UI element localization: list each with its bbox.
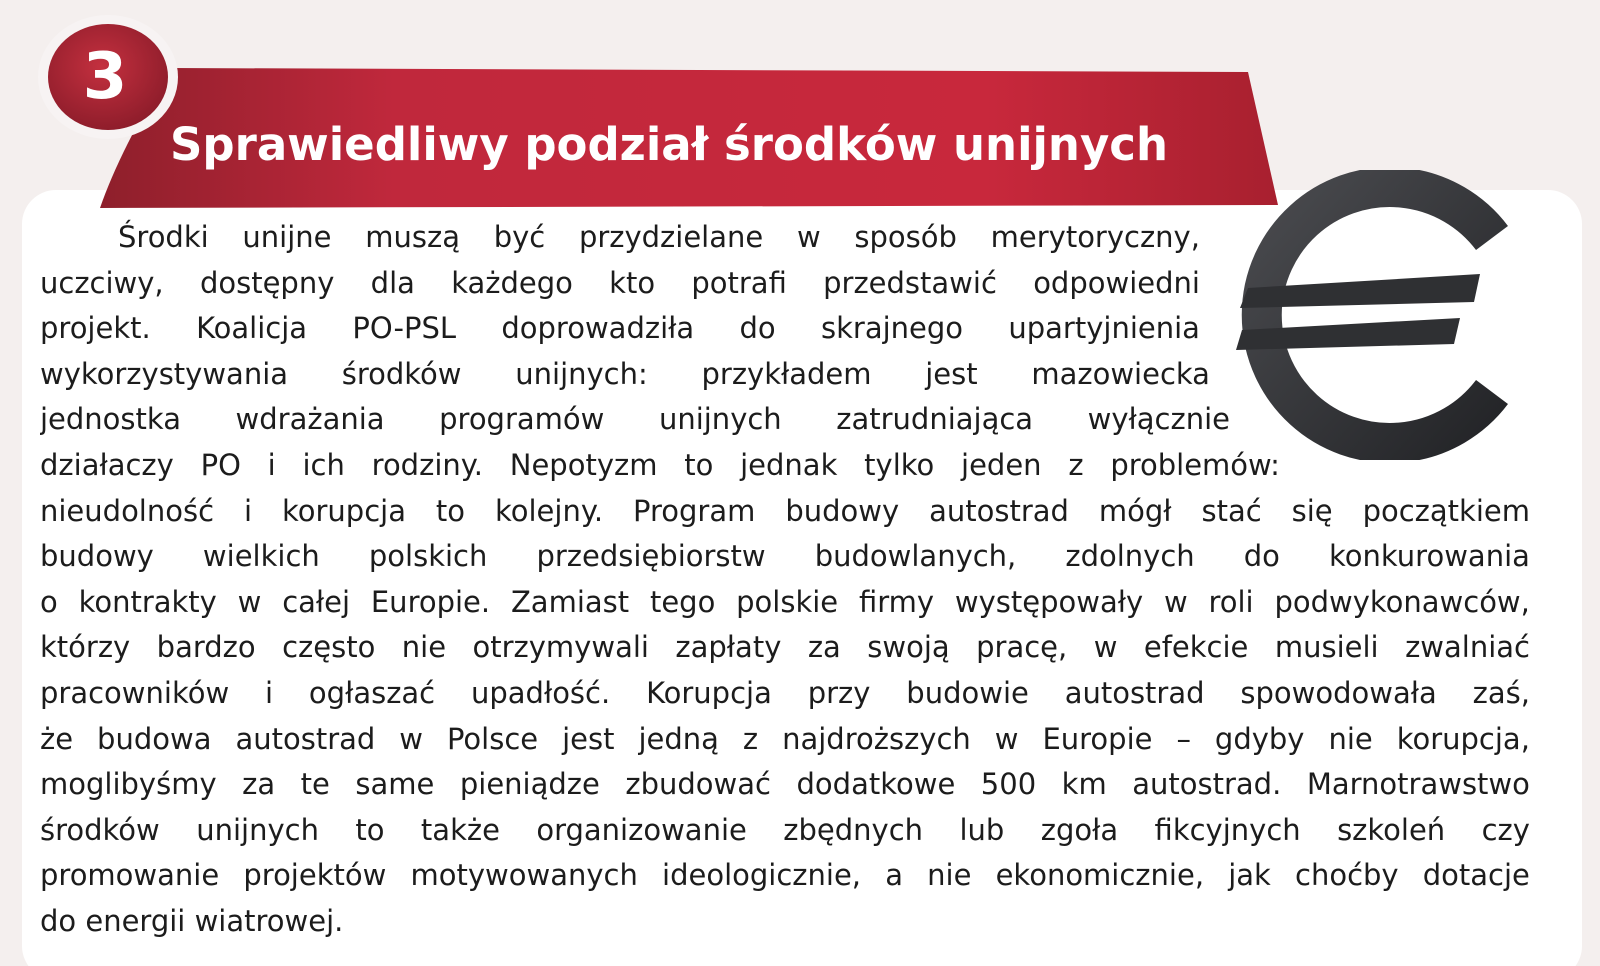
word: budowlanych,: [814, 539, 1017, 574]
word: zbędnych: [783, 812, 924, 847]
word: doprowadziła: [501, 311, 695, 346]
word: o: [40, 584, 58, 619]
word: środków: [341, 356, 462, 391]
text-line-content: [40, 808, 1530, 854]
word: muszą: [365, 220, 460, 254]
section-number: 3: [82, 40, 128, 114]
word: Marnotrawstwo: [1306, 767, 1530, 802]
word: którzy: [40, 630, 131, 665]
word: unijnych: [658, 402, 782, 437]
word: projekt.: [40, 311, 151, 346]
word: Polsce: [446, 721, 539, 756]
word: Koalicja: [196, 311, 308, 346]
text-line-content: [40, 352, 1210, 398]
word: w: [994, 721, 1019, 756]
text-line-content: [40, 853, 1530, 899]
word: to: [435, 493, 466, 528]
text-line: [40, 625, 1530, 671]
word: moglibyśmy: [40, 767, 217, 802]
word: jednak: [740, 447, 838, 482]
word: działaczy: [40, 447, 174, 482]
word: upartyjnienia: [1008, 311, 1200, 346]
text-line-content: [40, 261, 1200, 307]
word: z: [742, 721, 759, 756]
text-line: [40, 580, 1530, 626]
text-line-content: [40, 717, 1530, 763]
word: to: [355, 812, 385, 847]
word: polskie: [736, 584, 839, 619]
word: przydzielane: [578, 220, 764, 254]
word: autostrad: [929, 493, 1069, 528]
word: wdrażania: [235, 402, 385, 437]
word: ogłaszać: [308, 675, 436, 710]
word: uczciwy,: [40, 265, 164, 300]
word: każdego: [451, 265, 573, 300]
text-line-content: do energii wiatrowej.: [40, 903, 344, 938]
word: budowa: [97, 721, 212, 756]
text-line: [40, 261, 1200, 307]
word: autostrad.: [1132, 767, 1282, 802]
word: ich: [302, 447, 345, 482]
word: sposób: [854, 220, 957, 254]
word: przedstawić: [823, 265, 997, 300]
text-line: [40, 762, 1530, 808]
text-line: [40, 215, 1200, 261]
word: motywowanych: [410, 858, 638, 893]
word: pracę,: [976, 630, 1068, 665]
word: często: [282, 630, 376, 665]
word: występowały: [954, 584, 1144, 619]
text-line: [40, 671, 1530, 717]
word: tego: [649, 584, 716, 619]
word: być: [493, 220, 546, 254]
word: w: [1093, 630, 1118, 665]
text-line: [40, 397, 1230, 443]
word: swoją: [867, 630, 950, 665]
word: te: [300, 767, 330, 802]
word: roli: [1208, 584, 1254, 619]
word: 500: [980, 767, 1037, 802]
word: km: [1061, 767, 1107, 802]
word: otrzymywali: [472, 630, 649, 665]
word: i: [243, 493, 253, 528]
word: –: [1176, 721, 1191, 756]
word: budowy: [785, 493, 900, 528]
word: budowy: [40, 539, 154, 574]
word: Europie.: [370, 584, 491, 619]
text-line: [40, 352, 1210, 398]
word: dotacje: [1422, 858, 1530, 893]
word: promowanie: [40, 858, 220, 893]
word: programów: [439, 402, 605, 437]
word: nieudolność: [40, 493, 215, 528]
word: lub: [959, 812, 1005, 847]
word: korupcja: [281, 493, 406, 528]
word: dla: [370, 265, 415, 300]
word: wyłącznie: [1087, 402, 1230, 437]
word: unijnych:: [515, 356, 648, 391]
word: polskich: [368, 539, 488, 574]
word: za: [242, 767, 276, 802]
word: wykorzystywania: [40, 356, 289, 391]
word: początkiem: [1362, 493, 1530, 528]
text-line: [40, 306, 1200, 352]
word: mógł: [1098, 493, 1172, 528]
word: i: [267, 447, 276, 482]
word: zwalniać: [1405, 630, 1530, 665]
text-line: [40, 489, 1530, 535]
word: przedsiębiorstw: [536, 539, 766, 574]
word: Korupcja: [646, 675, 772, 710]
word: wielkich: [202, 539, 320, 574]
word: dodatkowe: [796, 767, 956, 802]
word: przy: [807, 675, 871, 710]
word: kolejny.: [494, 493, 604, 528]
word: budowie: [906, 675, 1029, 710]
word: Środki: [118, 220, 209, 254]
word: zapłaty: [675, 630, 782, 665]
section-title: Sprawiedliwy podział środków unijnych: [170, 118, 1168, 171]
word: czy: [1481, 812, 1530, 847]
word: bardzo: [156, 630, 256, 665]
word: potrafi: [691, 265, 787, 300]
word: Nepotyzm: [509, 447, 658, 482]
word: jest: [562, 721, 615, 756]
word: ideologicznie,: [662, 858, 862, 893]
text-line-content: [40, 397, 1230, 443]
word: za: [807, 630, 841, 665]
word: konkurowania: [1329, 539, 1530, 574]
text-line: [40, 853, 1530, 899]
word: tylko: [864, 447, 935, 482]
text-line: [40, 443, 1280, 489]
text-line-content: [40, 443, 1280, 489]
word: w: [796, 220, 821, 254]
word: jedną: [638, 721, 719, 756]
word: organizowanie: [536, 812, 747, 847]
word: jeden: [961, 447, 1042, 482]
word: mazowiecka: [1031, 356, 1210, 391]
word: zaś,: [1472, 675, 1530, 710]
word: problemów:: [1110, 447, 1280, 482]
word: same: [355, 767, 435, 802]
word: jest: [925, 356, 978, 391]
text-line-content: [118, 215, 1200, 261]
word: zatrudniająca: [836, 402, 1034, 437]
word: spowodowała: [1240, 675, 1437, 710]
word: jednostka: [40, 402, 181, 437]
word: ekonomicznie,: [995, 858, 1205, 893]
word: odpowiedni: [1033, 265, 1200, 300]
text-line-content: [40, 671, 1530, 717]
text-line: [40, 808, 1530, 854]
word: zgoła: [1040, 812, 1119, 847]
word: Europie: [1042, 721, 1153, 756]
word: podwykonawców,: [1274, 584, 1530, 619]
word: w: [399, 721, 423, 756]
word: kto: [609, 265, 656, 300]
word: Zamiast: [510, 584, 630, 619]
word: PO-PSL: [352, 311, 457, 346]
word: merytoryczny,: [990, 220, 1200, 254]
word: szkoleń: [1337, 812, 1446, 847]
word: rodziny.: [371, 447, 483, 482]
word: skrajnego: [821, 311, 964, 346]
text-line-content: [40, 625, 1530, 671]
word: fikcyjnych: [1154, 812, 1301, 847]
body-text: [40, 215, 1530, 945]
text-line-content: [40, 306, 1200, 352]
word: unijne: [242, 220, 332, 254]
word: się: [1291, 493, 1333, 528]
text-line-last: [40, 899, 1530, 945]
word: autostrad: [235, 721, 376, 756]
word: firmy: [858, 584, 935, 619]
word: w: [237, 584, 262, 619]
text-line-content: [40, 762, 1530, 808]
word: choćby: [1295, 858, 1399, 893]
word: nie: [927, 858, 972, 893]
word: korupcja,: [1396, 721, 1530, 756]
word: także: [420, 812, 500, 847]
word: to: [684, 447, 714, 482]
word: zbudować: [625, 767, 771, 802]
text-line: [40, 534, 1530, 580]
word: pieniądze: [459, 767, 600, 802]
word: że: [40, 721, 74, 756]
word: kontrakty: [78, 584, 217, 619]
word: jak: [1228, 858, 1271, 893]
word: z: [1068, 447, 1084, 482]
word: stać: [1201, 493, 1262, 528]
word: nie: [1328, 721, 1373, 756]
word: gdyby: [1214, 721, 1305, 756]
text-line-content: [40, 580, 1530, 626]
word: najdroższych: [782, 721, 971, 756]
word: pracowników: [40, 675, 230, 710]
word: przykładem: [701, 356, 872, 391]
word: a: [885, 858, 903, 893]
word: środków: [40, 812, 160, 847]
section-number-badge: [40, 18, 170, 136]
word: całej: [282, 584, 351, 619]
word: zdolnych: [1065, 539, 1195, 574]
word: musieli: [1274, 630, 1379, 665]
word: projektów: [243, 858, 387, 893]
word: efekcie: [1143, 630, 1249, 665]
word: dostępny: [199, 265, 335, 300]
word: w: [1163, 584, 1188, 619]
word: do: [739, 311, 776, 346]
text-line-content: [40, 489, 1530, 535]
word: autostrad: [1064, 675, 1205, 710]
word: unijnych: [196, 812, 319, 847]
word: upadłość.: [470, 675, 611, 710]
word: do: [1243, 539, 1280, 574]
text-line: [40, 717, 1530, 763]
word: Program: [633, 493, 756, 528]
word: nie: [401, 630, 447, 665]
word: i: [265, 675, 274, 710]
word: PO: [200, 447, 241, 482]
text-line-content: [40, 534, 1530, 580]
